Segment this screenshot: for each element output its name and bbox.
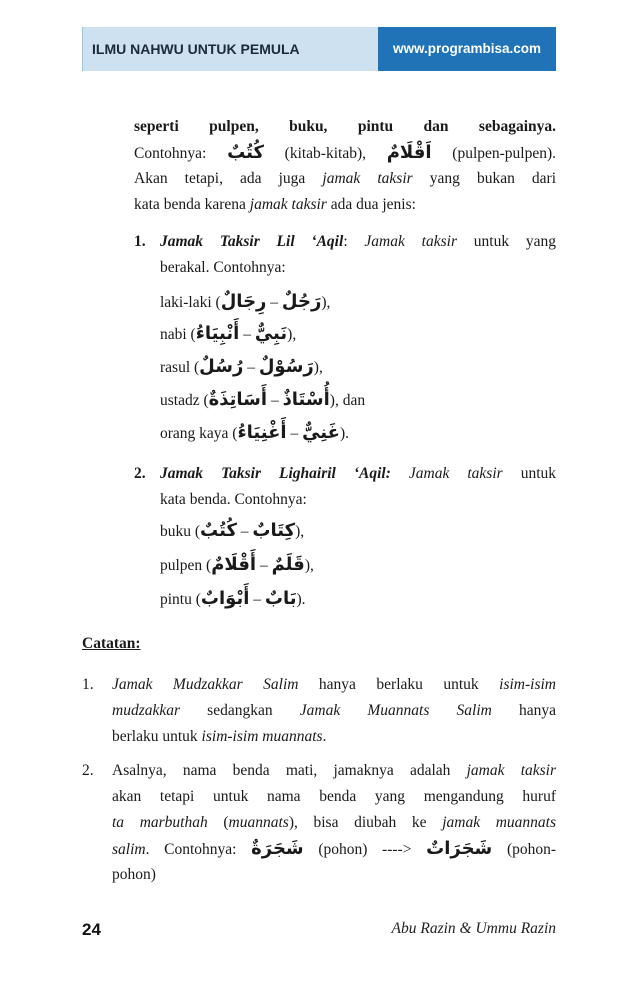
note1-line-1: Jamak Mudzakkar Salim hanya berlaku untuk isim-isim (112, 676, 556, 693)
header-title: ILMU NAHWU UNTUK PEMULA (82, 27, 378, 71)
intro-line-1: seperti pulpen, buku, pintu dan sebagainya. (134, 118, 556, 135)
note2-number: 2. (82, 762, 94, 779)
note2-line-2: akan tetapi untuk nama benda yang mengandung huruf (112, 788, 556, 805)
intro-line-3: Akan tetapi, ada juga jamak taksir yang bukan dari (134, 170, 556, 187)
note1-line-2: mudzakkar sedangkan Jamak Muannats Salim hanya (112, 702, 557, 719)
section2-number: 2. (134, 465, 146, 482)
note2-line-3: ta marbuthah (muannats), bisa diubah ke jamak muannats (112, 814, 556, 831)
intro-line-2: Contohnya: كُتُبٌ (kitab-kitab), اَقْلَامٌ (pulpen-pulpen). (134, 142, 557, 163)
note2-line-1: Asalnya, nama benda mati, jamaknya adalah jamak taksir (112, 762, 557, 779)
note1-number: 1. (82, 676, 94, 693)
header-website: www.programbisa.com (378, 27, 556, 71)
intro-line-4: kata benda karena jamak taksir ada dua jenis: (134, 196, 416, 213)
section1-example: rasul (رُسُلٌ – رَسُوْلٌ), (160, 356, 323, 377)
page-number: 24 (82, 920, 101, 939)
notes-title: Catatan: (82, 635, 141, 652)
note2-line-4: salim. Contohnya: شَجَرَةٌ (pohon) ----> شَجَرَاتٌ (pohon- (112, 838, 557, 859)
section1-line-2: berakal. Contohnya: (160, 259, 286, 276)
section1-example: ustadz (أَسَاتِذَةٌ – أُسْتَاذٌ), dan (160, 389, 366, 410)
note1-line-3: berlaku untuk isim-isim muannats. (112, 728, 327, 745)
section2-example: pintu (أَبْوَابٌ – بَابٌ). (160, 588, 306, 609)
footer-authors: Abu Razin & Ummu Razin (391, 920, 556, 937)
section2-line-2: kata benda. Contohnya: (160, 491, 307, 508)
section1-heading: Jamak Taksir Lil ‘Aqil: Jamak taksir untuk yang (160, 233, 557, 250)
section2-example: buku (كُتُبٌ – كِتَابٌ), (160, 520, 305, 541)
section2-example: pulpen (أَقْلَامٌ – قَلَمٌ), (160, 554, 314, 575)
section1-example: nabi (أَنْبِيَاءُ – نَبِيٌّ), (160, 323, 297, 344)
section1-number: 1. (134, 233, 146, 250)
section2-heading: Jamak Taksir Lighairil ‘Aqil: Jamak taksir untuk (160, 465, 557, 482)
section1-example: orang kaya (أَغْنِيَاءُ – غَنِيٌّ). (160, 422, 349, 443)
note2-line-5: pohon) (112, 866, 156, 883)
section1-example: laki-laki (رِجَالٌ – رَجُلٌ), (160, 291, 331, 312)
